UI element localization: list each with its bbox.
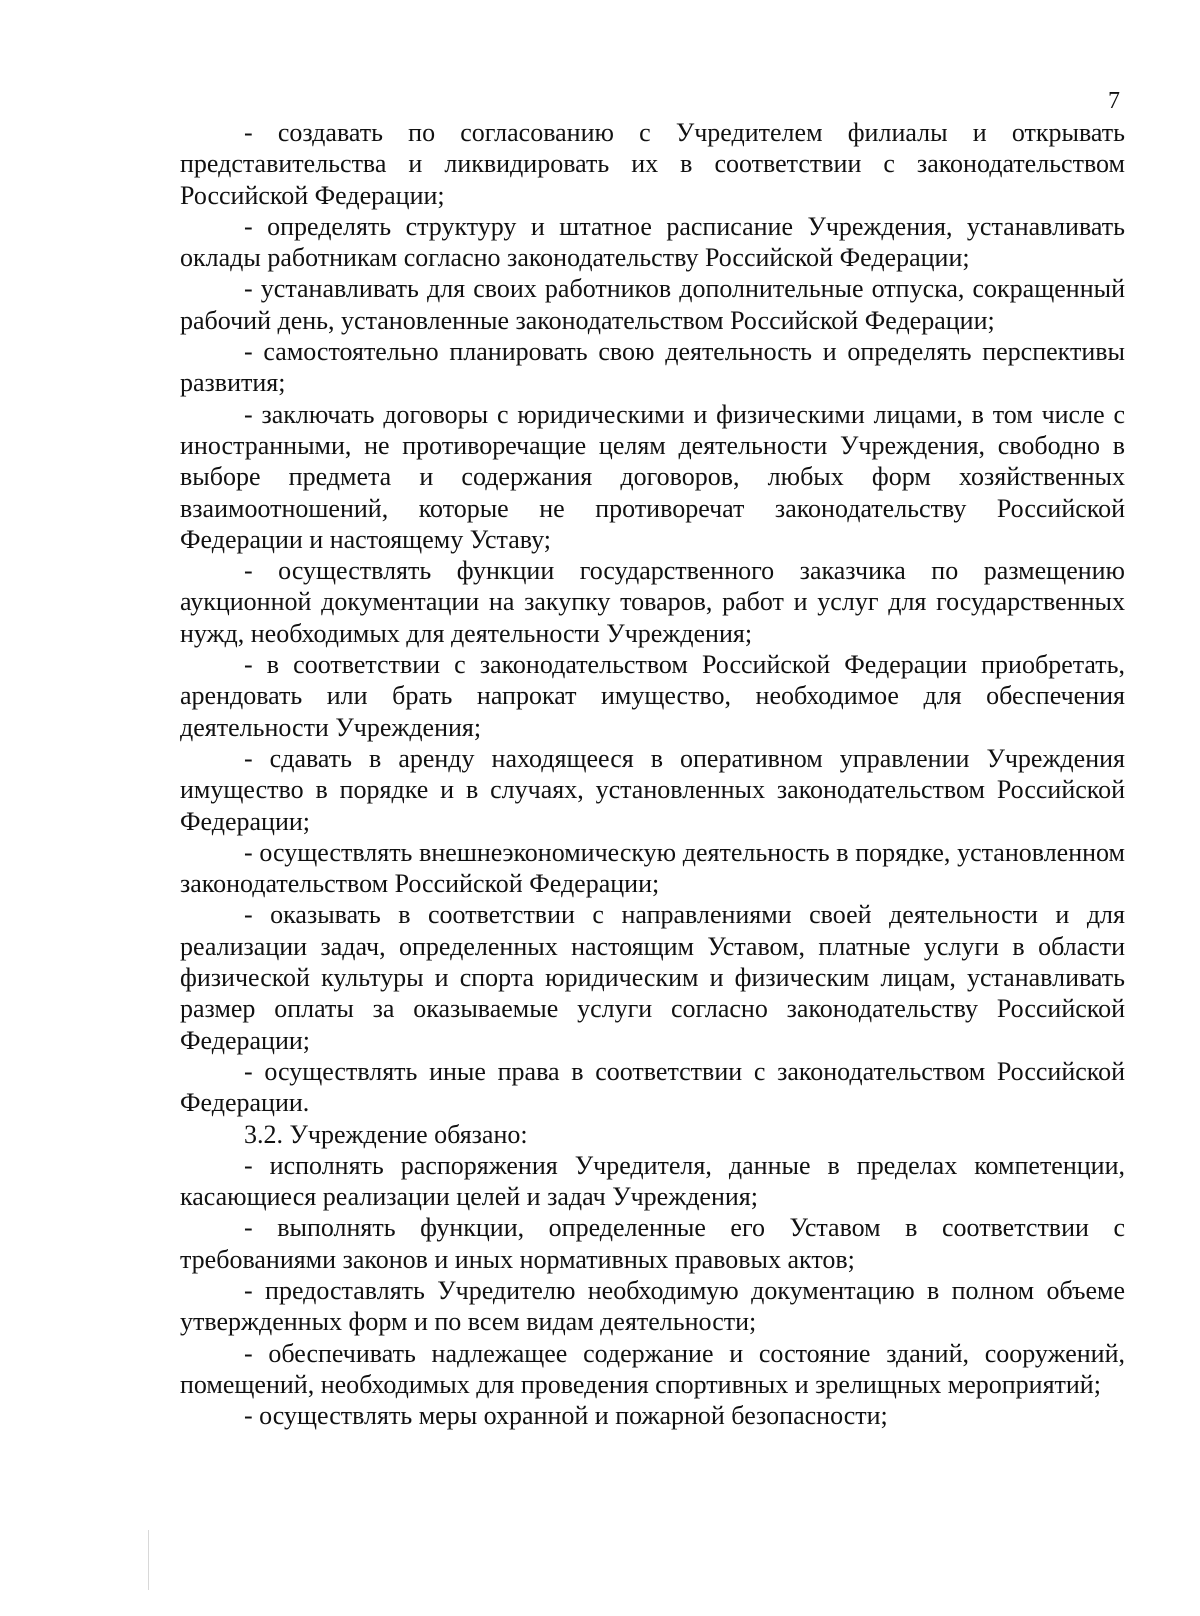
section-heading: 3.2. Учреждение обязано: bbox=[244, 1119, 528, 1149]
paragraph: - определять структуру и штатное расписание Учреждения, устанавливать оклады работникам согласно законодательству Российской Федерации; bbox=[180, 211, 1125, 273]
scan-artifact bbox=[148, 1530, 149, 1590]
paragraph: - предоставлять Учредителю необходимую документацию в полном объеме утвержденных форм и по всем видам деятельности; bbox=[180, 1275, 1125, 1337]
paragraph: - исполнять распоряжения Учредителя, данные в пределах компетенции, касающиеся реализации целей и задач Учреждения; bbox=[180, 1150, 1125, 1212]
paragraph: - осуществлять функции государственного заказчика по размещению аукционной документации на закупку товаров, работ и услуг для государственных нужд, необходимых для деятельности Учреждения; bbox=[180, 556, 1125, 648]
paragraph: - обеспечивать надлежащее содержание и состояние зданий, сооружений, помещений, необходимых для проведения спортивных и зрелищных мероприятий; bbox=[180, 1338, 1125, 1399]
paragraph: - устанавливать для своих работников дополнительные отпуска, сокращенный рабочий день, установленные законодательством Российской Федерации; bbox=[180, 274, 1125, 335]
paragraph: - осуществлять внешнеэкономическую деятельность в порядке, установленном законодательством Российской Федерации; bbox=[180, 837, 1125, 899]
paragraph: - сдавать в аренду находящееся в оперативном управлении Учреждения имущество в порядке и в случаях, установленных законодательством Российской Федерации; bbox=[180, 743, 1125, 836]
paragraph: - заключать договоры с юридическими и физическими лицами, в том числе с иностранными, не противоречащие целям деятельности Учреждения, свободно в выборе предмета и содержания договоров, любых форм хозяйственных взаимоотношений, которые не противоречат законодательству Российской Федерации и настоящему Уставу; bbox=[180, 399, 1125, 554]
paragraph: - в соответствии с законодательством Российской Федерации приобретать, арендовать или брать напрокат имущество, необходимое для обеспечения деятельности Учреждения; bbox=[180, 650, 1125, 742]
paragraph: - осуществлять меры охранной и пожарной безопасности; bbox=[244, 1401, 888, 1431]
paragraph: - самостоятельно планировать свою деятельность и определять перспективы развития; bbox=[180, 337, 1125, 398]
paragraph: - осуществлять иные права в соответствии с законодательством Российской Федерации. bbox=[180, 1056, 1125, 1118]
paragraph: - выполнять функции, определенные его Уставом в соответствии с требованиями законов и иных нормативных правовых актов; bbox=[180, 1213, 1125, 1274]
paragraph: - создавать по согласованию с Учредителем филиалы и открывать представительства и ликвидировать их в соответствии с законодательством Российской Федерации; bbox=[180, 118, 1125, 210]
paragraph: - оказывать в соответствии с направлениями своей деятельности и для реализации задач, определенных настоящим Уставом, платные услуги в области физической культуры и спорта юридическим и физическим лицам, устанавливать размер оплаты за оказываемые услуги согласно законодательству Российской Федерации; bbox=[180, 900, 1125, 1055]
page-number: 7 bbox=[1108, 88, 1120, 114]
document-body bbox=[180, 117, 1125, 1431]
